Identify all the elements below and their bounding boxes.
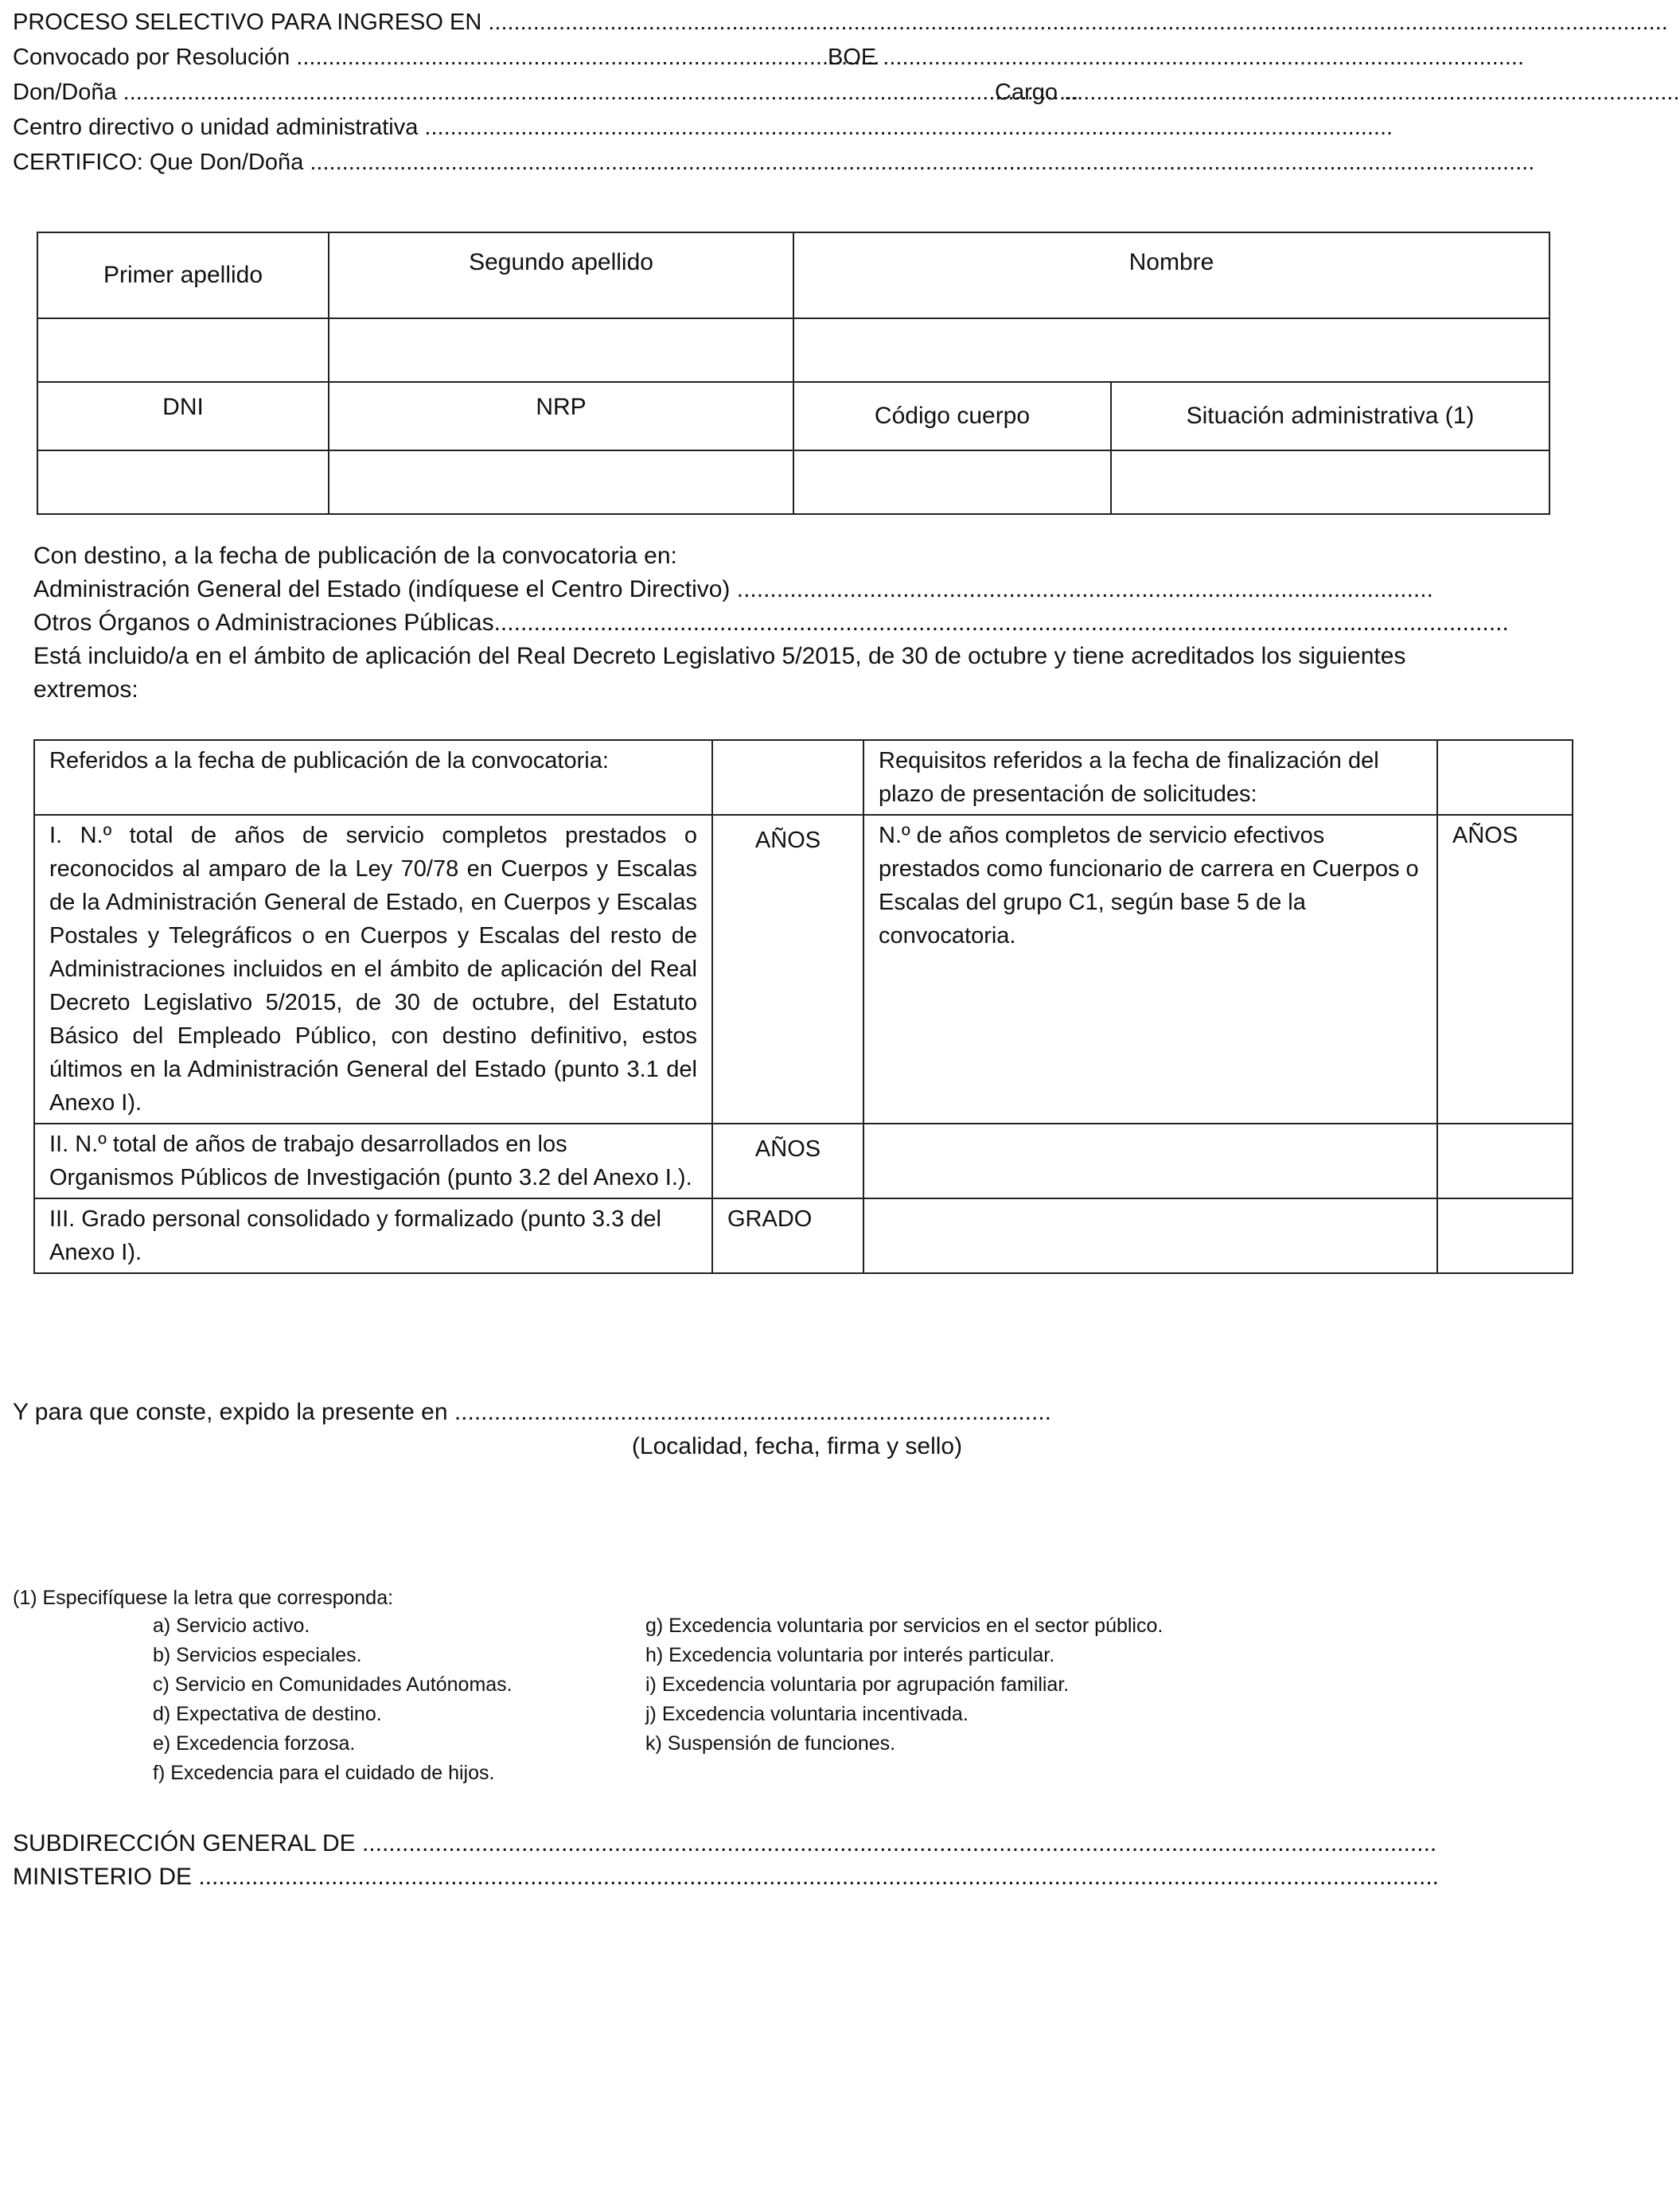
destino-line-3: Otros Órganos o Administraciones Públicas.........................................................................................................................................................: [33, 610, 1509, 636]
situacion-field[interactable]: [1111, 450, 1549, 514]
codigo-cuerpo-field[interactable]: [793, 450, 1111, 514]
row1-right-text: N.º de años completos de servicio efectivos prestados como funcionario de carrera en Cuerpos o Escalas del grupo C1, según base 5 de la convocatoria.: [863, 815, 1437, 1124]
segundo-apellido-header: Segundo apellido: [329, 232, 793, 318]
segundo-apellido-field[interactable]: [329, 318, 793, 382]
ministerio-line: MINISTERIO DE ...........................................................................................................................................................................................: [13, 1864, 1439, 1890]
footnote-left-list: [153, 1611, 513, 1788]
footnote-right-list: [645, 1611, 1163, 1759]
destino-line-2: Administración General del Estado (indíquese el Centro Directivo) .........................................................................................................: [33, 576, 1433, 602]
centro-line: Centro directivo o unidad administrativa .......................................................................................................................................................: [13, 115, 1394, 140]
row2-right-field[interactable]: [863, 1124, 1437, 1198]
cargo-line: Cargo ................................................................................................: [995, 80, 1680, 105]
requisitos-head-left: Referidos a la fecha de publicación de la convocatoria:: [34, 740, 712, 815]
boe-line: BOE ....................................................................................................: [828, 45, 1525, 70]
row3-unit: GRADO: [712, 1198, 863, 1273]
primer-apellido-header: Primer apellido: [37, 232, 329, 318]
row3-right-unit-field[interactable]: [1437, 1198, 1573, 1273]
footnote-item-j: j) Excedencia voluntaria incentivada.: [645, 1703, 969, 1725]
primer-apellido-field[interactable]: [37, 318, 329, 382]
row3-text: III. Grado personal consolidado y formalizado (punto 3.3 del Anexo I).: [34, 1198, 712, 1273]
row2-right-unit-field[interactable]: [1437, 1124, 1573, 1198]
nrp-header: NRP: [329, 382, 793, 450]
destino-line-1: Con destino, a la fecha de publicación de la convocatoria en:: [33, 543, 677, 569]
expido-line: Y para que conste, expido la presente en ..........................................................................................: [13, 1399, 1051, 1425]
requisitos-table: [33, 739, 1573, 1274]
proceso-line: PROCESO SELECTIVO PARA INGRESO EN ........................................................................................................................................................................................: [13, 10, 1668, 35]
destino-line-5: extremos:: [33, 676, 138, 703]
footnote-item-c: c) Servicio en Comunidades Autónomas.: [153, 1673, 513, 1696]
codigo-cuerpo-header: Código cuerpo: [793, 382, 1111, 450]
requisitos-head-unit: [712, 740, 863, 815]
footnote-item-k: k) Suspensión de funciones.: [645, 1732, 896, 1755]
row2-text: II. N.º total de años de trabajo desarrollados en los Organismos Públicos de Investigación (punto 3.2 del Anexo I.).: [34, 1124, 712, 1198]
nombre-header: Nombre: [793, 232, 1549, 318]
dni-field[interactable]: [37, 450, 329, 514]
don-line: Don/Doña .....................................................................................................................................................: [13, 80, 1079, 105]
footnote-item-b: b) Servicios especiales.: [153, 1644, 362, 1666]
identity-table: [37, 232, 1550, 515]
certifico-line: CERTIFICO: Que Don/Doña ...............................................................................................................................................................................................: [13, 150, 1535, 175]
nrp-field[interactable]: [329, 450, 793, 514]
row1-unit: AÑOS: [712, 815, 863, 1124]
destino-line-4: Está incluido/a en el ámbito de aplicación del Real Decreto Legislativo 5/2015, de 30 de octubre y tiene acreditados los siguientes: [33, 643, 1406, 669]
row1-text: I. N.º total de años de servicio completos prestados o reconocidos al amparo de la Ley 70/78 en Cuerpos y Escalas de la Administración General de Estado, en Cuerpos y Escalas Postales y Telegráficos o en Cuerpos y Escalas del resto de Administraciones incluidos en el ámbito de aplicación del Real Decreto Legislativo 5/2015, de 30 de octubre, del Estatuto Básico del Empleado Público, con destino definitivo, estos últimos en la Administración General del Estado (punto 3.1 del Anexo I).: [34, 815, 712, 1124]
footnote-item-d: d) Expectativa de destino.: [153, 1703, 382, 1725]
situacion-header: Situación administrativa (1): [1111, 382, 1549, 450]
footnote-item-h: h) Excedencia voluntaria por interés particular.: [645, 1644, 1055, 1666]
subdireccion-line: SUBDIRECCIÓN GENERAL DE ..................................................................................................................................................................: [13, 1830, 1437, 1856]
convocado-line: Convocado por Resolución ...........................................................................................: [13, 45, 880, 70]
row3-right-field[interactable]: [863, 1198, 1437, 1273]
footnote-item-i: i) Excedencia voluntaria por agrupación familiar.: [645, 1673, 1070, 1696]
dni-header: DNI: [37, 382, 329, 450]
requisitos-head-right: Requisitos referidos a la fecha de finalización del plazo de presentación de solicitudes:: [863, 740, 1437, 815]
footnote-item-f: f) Excedencia para el cuidado de hijos.: [153, 1762, 495, 1784]
localidad-caption: (Localidad, fecha, firma y sello): [631, 1433, 963, 1459]
requisitos-head-right-unit: [1437, 740, 1573, 815]
footnote-title: (1) Especifíquese la letra que corresponda:: [13, 1587, 394, 1609]
footnote-item-e: e) Excedencia forzosa.: [153, 1732, 356, 1755]
nombre-field[interactable]: [793, 318, 1549, 382]
row1-right-unit: AÑOS: [1437, 815, 1573, 1124]
footnote-item-a: a) Servicio activo.: [153, 1615, 310, 1637]
row2-unit: AÑOS: [712, 1124, 863, 1198]
footnote-item-g: g) Excedencia voluntaria por servicios en el sector público.: [645, 1615, 1164, 1637]
